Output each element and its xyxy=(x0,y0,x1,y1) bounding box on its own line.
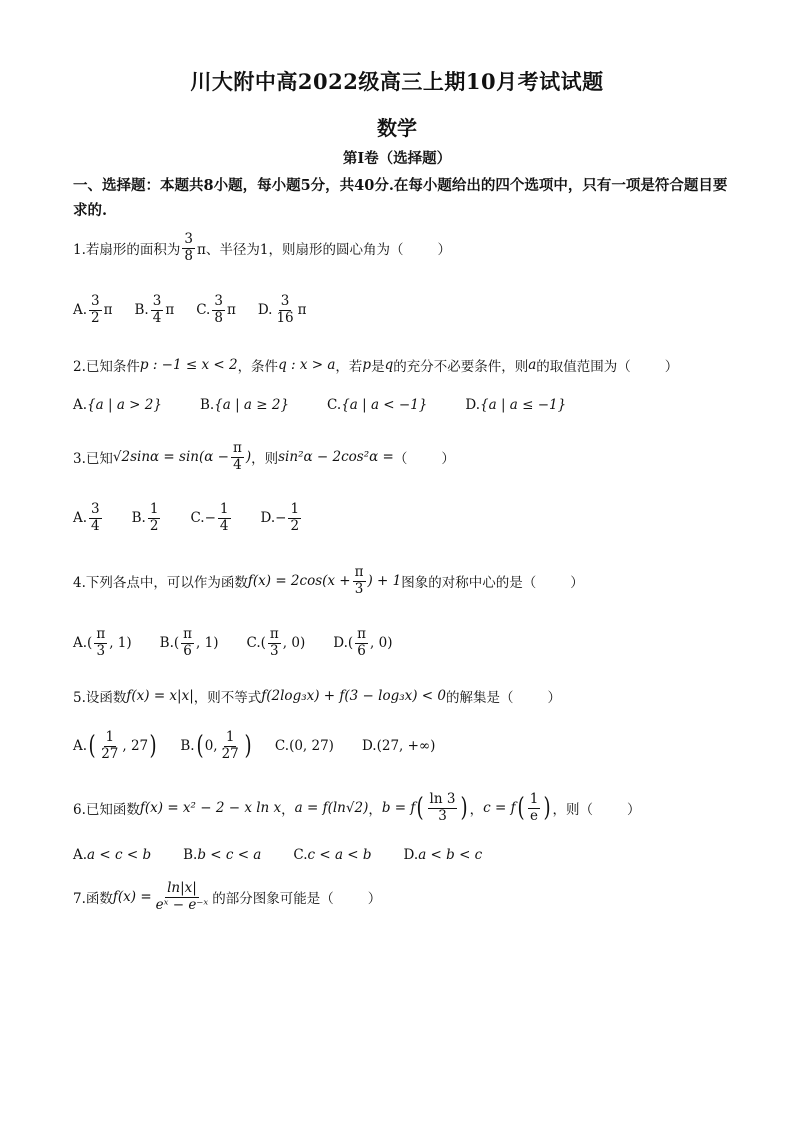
option-a[interactable]: A. $\frac{3}{2}$ π xyxy=(73,293,113,326)
option-d[interactable]: D. $\frac{3}{16}$ π xyxy=(257,293,307,326)
option-b[interactable]: B. b < c < a xyxy=(183,847,262,863)
option-a[interactable]: A. $\frac{3}{4}$ xyxy=(73,501,100,534)
option-a[interactable]: A. {a | a > 2} xyxy=(73,397,162,413)
option-b[interactable]: B. {a | a ≥ 2} xyxy=(199,397,290,413)
question-5-options xyxy=(73,730,435,762)
question-3: 3.已知 √2sinα = sin(α − $\frac{\pi}{4}$ ) ，则 sin²α − 2cos²α = （ ） xyxy=(73,440,455,473)
question-6-options xyxy=(73,847,482,863)
option-d[interactable]: D. (27, +∞) xyxy=(361,738,436,755)
question-1: 1.若扇形的面积为 $\frac{3}{8}$ π、半径为1，则扇形的圆心角为（ ） xyxy=(73,231,451,264)
question-5: 5.设函数 f(x) = x|x| ，则不等式 f(2log₃x) + f(3 − log₃x) < 0 的解集是（ ） xyxy=(73,688,562,706)
fraction: $\frac{3}{8}$ xyxy=(184,231,193,264)
option-d[interactable]: D. ( $\frac{\pi}{6}$ , 0) xyxy=(333,626,393,659)
option-b[interactable]: B. $\frac{1}{2}$ xyxy=(131,501,159,534)
option-c[interactable]: C. (0, 27) xyxy=(274,738,334,755)
question-1-options xyxy=(73,294,307,326)
option-b[interactable]: B. ( $\frac{\pi}{6}$ , 1) xyxy=(159,626,219,659)
option-d[interactable]: D. a < b < c xyxy=(403,847,483,863)
option-c[interactable]: C. − $\frac{1}{4}$ xyxy=(190,501,229,534)
question-6: 6.已知函数 f(x) = x² − 2 − x ln x ， a = f(ln√2) ， b = f ( $\frac{\ln 3}{3}$ ) ， c = f ( $\frac{1}{e}$ ) ，则（ ） xyxy=(73,791,641,824)
section-instructions: 一、选择题：本题共8小题，每小题5分，共40分.在每小题给出的四个选项中，只有一项是符合题目要求的. xyxy=(73,177,728,219)
option-b[interactable]: B. ( 0, $\frac{1}{27}$ ) xyxy=(180,729,252,762)
subject-title: 数学 xyxy=(377,116,417,140)
option-d[interactable]: D. − $\frac{1}{2}$ xyxy=(260,501,300,534)
question-3-options xyxy=(73,502,303,534)
option-a[interactable]: A. a < c < b xyxy=(73,847,152,863)
question-7: 7.函数 f(x) = $\frac{\ln|x|}{\text{eˣ − e⁻ˣ}}$ 的部分图象可能是（ ） xyxy=(73,880,382,913)
question-4: 4.下列各点中，可以作为函数 f(x) = 2cos(x + $\frac{\pi}{3}$ ) + 1 图象的对称中心的是（ ） xyxy=(73,564,584,597)
option-a[interactable]: A. ( $\frac{\pi}{3}$ , 1) xyxy=(73,626,132,659)
question-2-options xyxy=(73,397,566,413)
option-c[interactable]: C. $\frac{3}{8}$ π xyxy=(196,293,236,326)
option-b[interactable]: B. $\frac{3}{4}$ π xyxy=(134,293,175,326)
option-c[interactable]: C. c < a < b xyxy=(293,847,372,863)
option-a[interactable]: A. ( $\frac{1}{27}$ , 27 ) xyxy=(73,729,157,762)
exam-title: 川大附中高2022级高三上期10月考试试题 xyxy=(190,69,604,94)
option-d[interactable]: D. {a | a ≤ −1} xyxy=(465,397,567,413)
volume-title: 第Ⅰ卷（选择题） xyxy=(342,150,452,167)
option-c[interactable]: C. {a | a < −1} xyxy=(327,397,428,413)
question-4-options xyxy=(73,627,392,659)
option-c[interactable]: C. ( $\frac{\pi}{3}$ , 0) xyxy=(246,626,306,659)
question-2: 2.已知条件 p : −1 ≤ x < 2 ，条件 q : x > a ，若 p 是 q 的充分不必要条件，则 a 的取值范围为（ ） xyxy=(73,357,679,375)
